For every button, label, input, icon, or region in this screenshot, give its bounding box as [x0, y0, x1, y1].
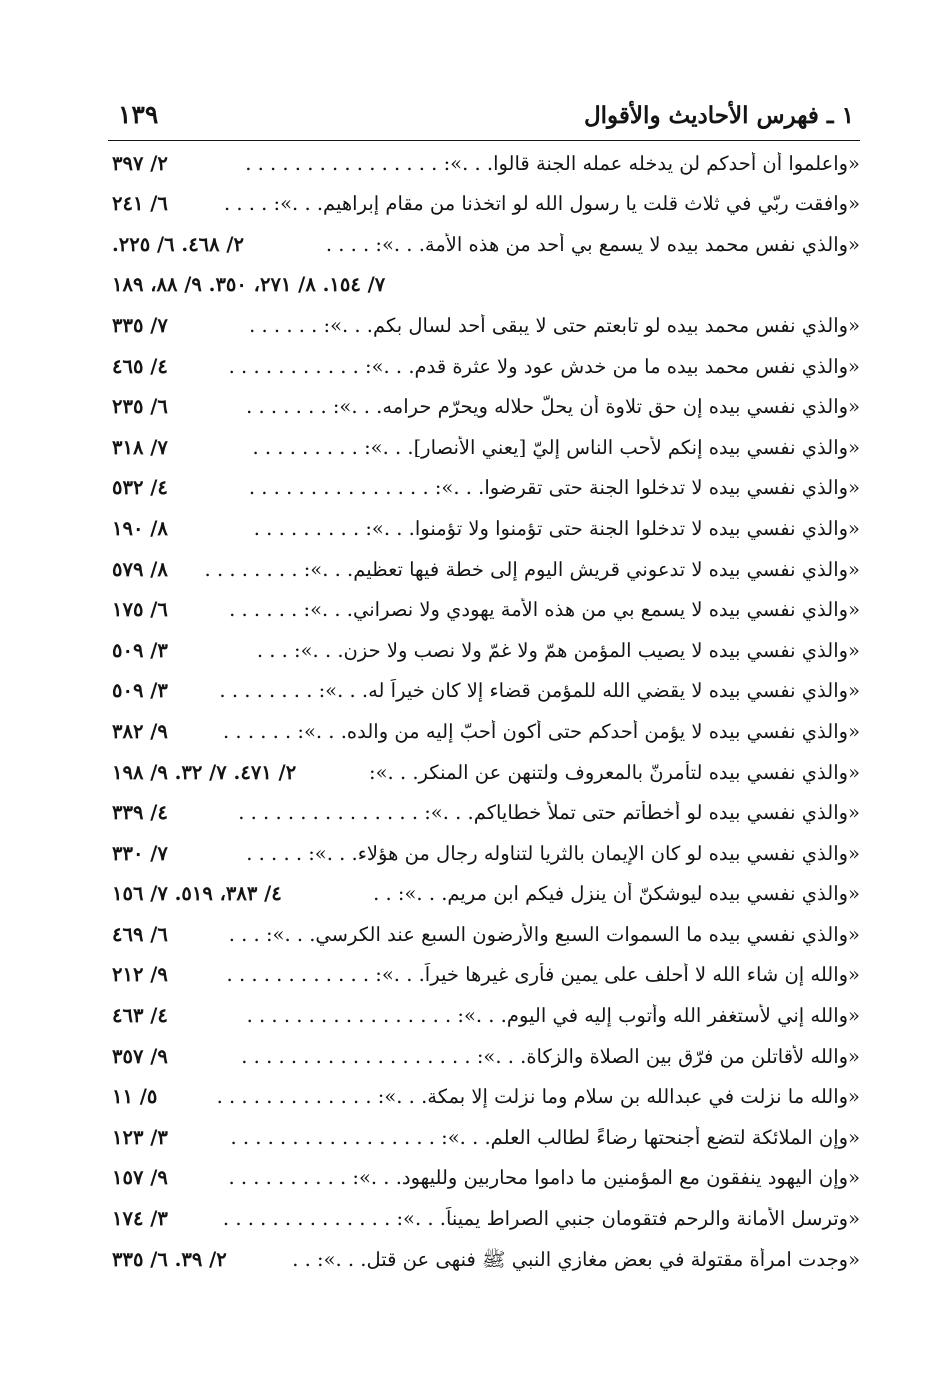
index-entry [108, 994, 860, 1035]
entry-text: «وافقت ربّي في ثلاث قلت يا رسول الله لو اتخذنا من مقام إبراهيم. . .»: . . . . [223, 192, 860, 216]
index-entry [108, 1035, 860, 1076]
index-entry [108, 1238, 860, 1279]
entry-reference: ٤/ ٥٣٢ [112, 476, 168, 500]
entry-reference: ٢/ ٤٦٨. ٦/ ٢٢٥. [112, 232, 245, 256]
entry-text: «والله لأقاتلن من فرّق بين الصلاة والزكاة. . .»: . . . . . . . . . . . . . . . . . . . [241, 1044, 860, 1068]
entry-reference: ٩/ ٢١٢ [112, 963, 168, 987]
entry-text: «والذي نفسي بيده لو كان الإيمان بالثريا لتناوله رجال من هؤلاء. . .»: . . . . . [246, 841, 860, 865]
index-entry [108, 142, 860, 183]
index-entry [108, 954, 860, 995]
entry-text: «والذي نفسي بيده لا تدخلوا الجنة حتى تؤمنوا ولا تؤمنوا. . .»: . . . . . . . . . [253, 516, 860, 540]
entry-text: «والله إن شاء الله لا أحلف على يمين فأرى غيرها خيراً. . .»: . . . . . . . . . . . . [226, 963, 860, 987]
entry-reference: ٢/ ٣٩٧ [112, 151, 168, 175]
entry-reference: ٣/ ١٢٣ [112, 1125, 168, 1149]
entry-reference: ٥/ ١١ [112, 1085, 158, 1109]
entry-text: «واعلموا أن أحدكم لن يدخله عمله الجنة قالوا. . .»: . . . . . . . . . . . . . . . . [245, 151, 860, 175]
index-entry [108, 629, 860, 670]
entry-text: «والذي نفس محمد بيده لا يسمع بي أحد من هذه الأمة. . .»: . . . . [325, 232, 860, 256]
index-entry [108, 426, 860, 467]
entry-reference: ٤/ ٤٦٥ [112, 354, 168, 378]
entry-text: «وإن الملائكة لتضع أجنحتها رضاءً لطالب العلم. . .»: . . . . . . . . . . . . . . . . . [230, 1125, 860, 1149]
index-entry [108, 1076, 860, 1117]
entry-reference: ٤/ ٣٣٩ [112, 801, 168, 825]
entry-reference: ٦/ ٢٤١ [112, 192, 168, 216]
entry-text: «والذي نفسي بيده إن حق تلاوة أن يحلّ حلاله ويحرّم حرامه. . .»: . . . . . . . [246, 395, 860, 419]
entry-reference: ٦/ ٤٦٩ [112, 922, 168, 946]
running-head [112, 94, 862, 138]
entry-reference: ٨/ ٥٧٩ [112, 557, 168, 581]
entry-text: «وجدت امرأة مقتولة في بعض مغازي النبي ﷺ فنهى عن قتل. . .»: . . [292, 1247, 860, 1271]
entry-text: «والذي نفسي بيده لا يقضي الله للمؤمن قضاء إلا كان خيراً له. . .»: . . . . . . . . [219, 679, 860, 703]
entry-text: «والله ما نزلت في عبدالله بن سلام وما نزلت إلا بمكة. . .»: . . . . . . . . . . . . . [216, 1085, 860, 1109]
entry-reference: ٧/ ٣٣٥ [112, 313, 168, 337]
entry-text: «والذي نفسي بيده لا يصيب المؤمن همّ ولا غمّ ولا نصب ولا حزن. . .»: . . . [256, 638, 860, 662]
index-entry [108, 345, 860, 386]
entry-text: «والذي نفسي بيده ما السموات السبع والأرضون السبع عند الكرسي. . .»: . . . [228, 922, 860, 946]
entry-text: «والذي نفسي بيده لا تدخلوا الجنة حتى تقرضوا. . .»: . . . . . . . . . . . . . . . [248, 476, 860, 500]
index-entry [108, 751, 860, 792]
entry-text: «والذي نفسي بيده لا تدعوني قريش اليوم إلى خطة فيها تعظيم. . .»: . . . . . . . . [204, 557, 860, 581]
index-entry [108, 832, 860, 873]
entry-reference: ٣/ ٥٠٩ [112, 679, 168, 703]
entry-reference: ٩/ ٣٥٧ [112, 1044, 168, 1068]
index-entry [108, 670, 860, 711]
entry-reference: ٧/ ١٥٤. ٨/ ٢٧١، ٣٥٠. ٩/ ٨٨، ١٨٩ [112, 273, 386, 297]
index-entry [108, 467, 860, 508]
index-entry [108, 548, 860, 589]
index-entry [108, 873, 860, 914]
entry-reference: ٣/ ١٧٤ [112, 1207, 168, 1231]
entry-text: «والذي نفسي بيده لو أخطأتم حتى تملأ خطاياكم. . .»: . . . . . . . . . . . . . . . [238, 801, 860, 825]
entry-text: «وترسل الأمانة والرحم فتقومان جنبي الصراط يميناً. . .»: . . . . . . . . . . . . . . [222, 1207, 860, 1231]
entry-reference: ٣/ ٥٠٩ [112, 638, 168, 662]
entry-text: «والذي نفسي بيده لتأمرنّ بالمعروف ولتنهن عن المنكر. . .»: [369, 760, 860, 784]
index-entry [108, 589, 860, 630]
page-number: ١٣٩ [118, 100, 159, 129]
entry-reference: ٦/ ١٧٥ [112, 598, 168, 622]
entry-text: «والذي نفسي بيده إنكم لأحب الناس إليّ [يعني الأنصار]. . .»: . . . . . . . . . [252, 435, 860, 459]
entry-reference: ٩/ ١٥٧ [112, 1166, 168, 1190]
header-rule [108, 140, 860, 141]
entry-reference: ٧/ ٣١٨ [112, 435, 168, 459]
index-entry-continuation [108, 264, 860, 305]
index-entry [108, 183, 860, 224]
entry-reference: ٧/ ٣٣٠ [112, 841, 168, 865]
entry-reference: ٢/ ٣٩. ٦/ ٣٣٥ [112, 1247, 227, 1271]
index-entry [108, 223, 860, 264]
entry-reference: ٢/ ٤٧١. ٧/ ٣٢. ٩/ ١٩٨ [112, 760, 297, 784]
entry-reference: ٩/ ٣٨٢ [112, 719, 168, 743]
index-entry [108, 792, 860, 833]
index-entry [108, 304, 860, 345]
entry-text: «والذي نفسي بيده لا يسمع بي من هذه الأمة يهودي ولا نصراني. . .»: . . . . . . [229, 598, 860, 622]
entry-text: «والذي نفس محمد بيده ما من خدش عود ولا عثرة قدم. . .»: . . . . . . . . . . . [228, 354, 860, 378]
entry-reference: ٤/ ٤٦٣ [112, 1004, 168, 1028]
index-entry [108, 1116, 860, 1157]
entry-text: «والذي نفس محمد بيده لو تابعتم حتى لا يبقى أحد لسال بكم. . .»: . . . . . . [249, 313, 860, 337]
index-entry [108, 710, 860, 751]
entry-reference: ٦/ ٢٣٥ [112, 395, 168, 419]
entry-text: «والذي نفسي بيده ليوشكنّ أن ينزل فيكم ابن مريم. . .»: . . [373, 882, 860, 906]
index-entry [108, 1197, 860, 1238]
hadith-index-list [108, 142, 860, 1279]
index-entry [108, 913, 860, 954]
entry-reference: ٨/ ١٩٠ [112, 516, 168, 540]
entry-text: «والله إني لأستغفر الله وأتوب إليه في اليوم. . .»: . . . . . . . . . . . . . . . . . [246, 1004, 860, 1028]
entry-reference: ٤/ ٣٨٣، ٥١٩. ٧/ ١٥٦ [112, 882, 282, 906]
index-entry [108, 507, 860, 548]
entry-text: «والذي نفسي بيده لا يؤمن أحدكم حتى أكون أحبّ إليه من والده. . .»: . . . . . . [223, 719, 860, 743]
running-head-title: ١ ـ فهرس الأحاديث والأقوال [583, 102, 854, 129]
index-entry [108, 386, 860, 427]
index-entry [108, 1157, 860, 1198]
entry-text: «وإن اليهود ينفقون مع المؤمنين ما داموا محاربين ولليهود. . .»: . . . . . . . . . . [228, 1166, 860, 1190]
